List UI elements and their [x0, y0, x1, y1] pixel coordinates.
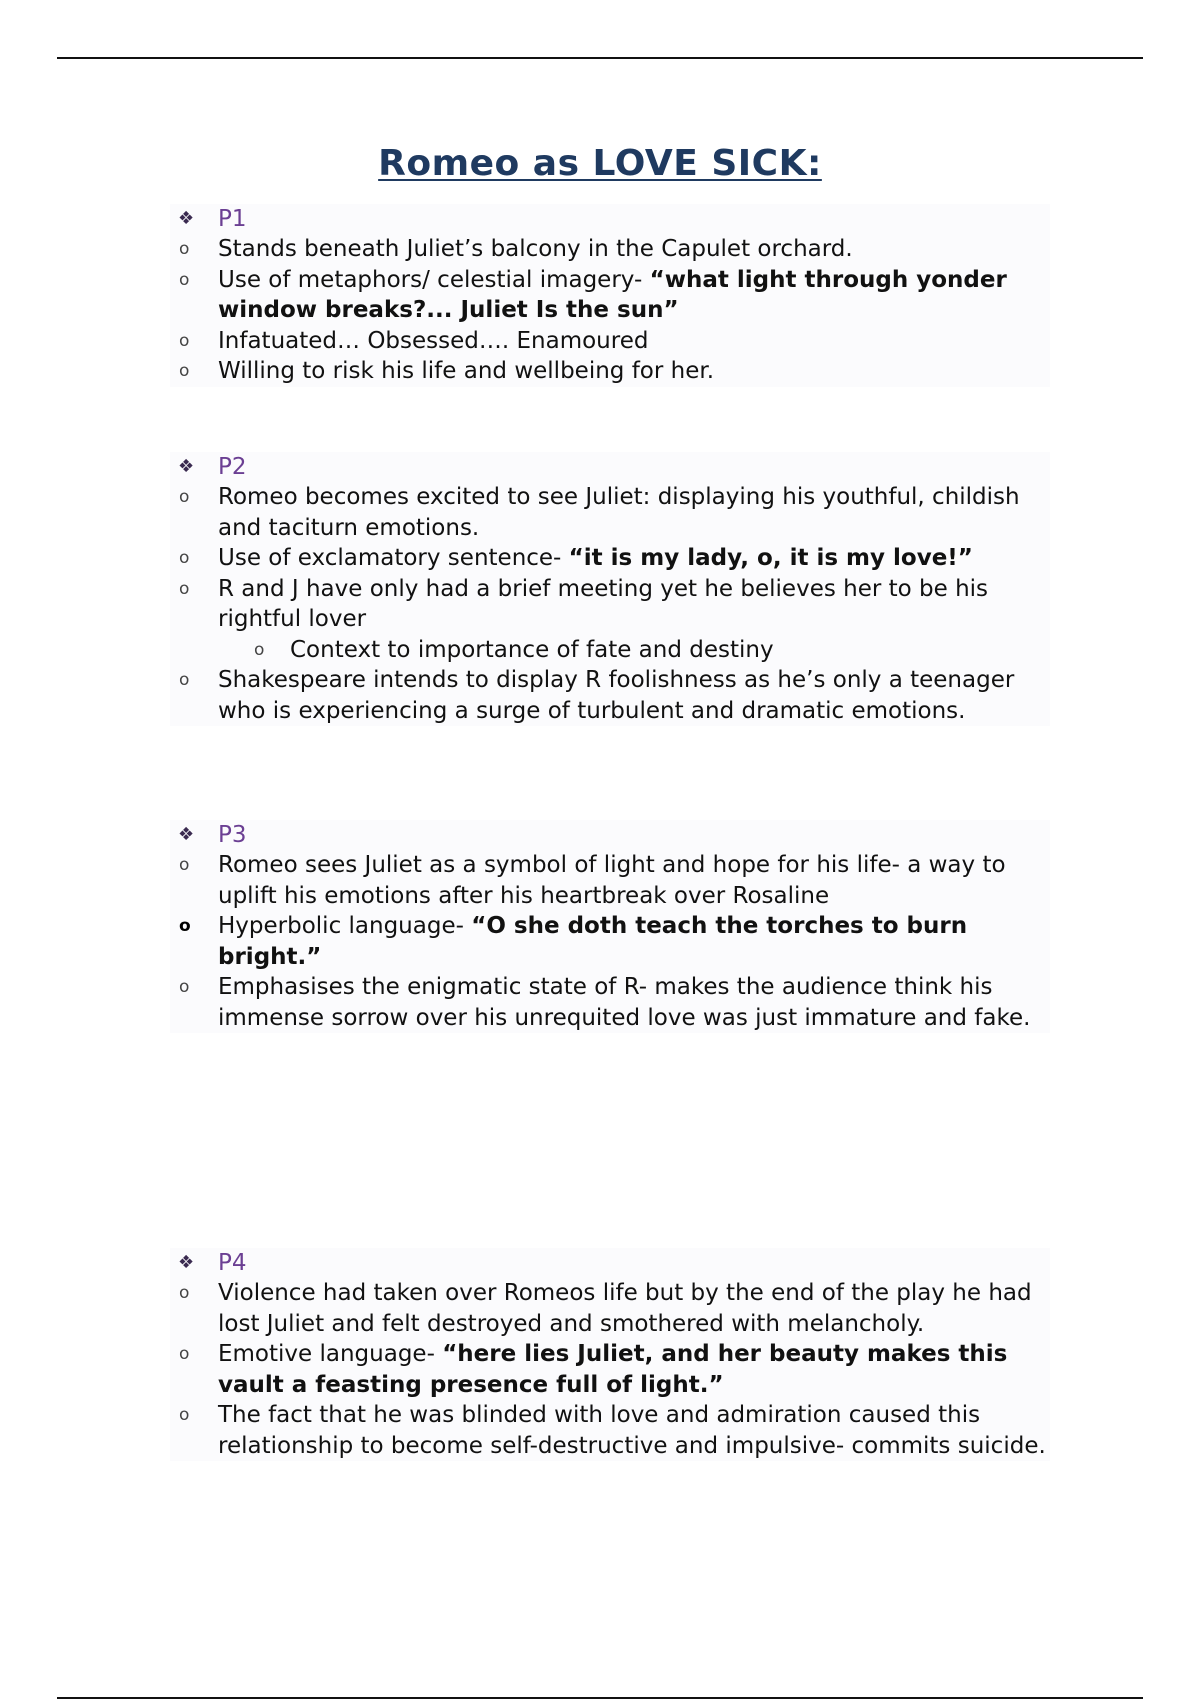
item-text: Violence had taken over Romeos life but by the end of the play he had lost Juliet and felt destroyed and smothered with melancholy.	[218, 1280, 1032, 1337]
hollow-circle-icon: o	[254, 639, 265, 660]
item-text: Emotive language-	[218, 1341, 443, 1367]
item-quote: “O she doth teach the torches to burn bright.”	[218, 913, 968, 970]
list-item	[170, 326, 1050, 357]
hollow-circle-icon: o	[179, 855, 190, 875]
item-text: Infatuated… Obsessed…. Enamoured	[218, 327, 649, 354]
list-item	[170, 543, 1050, 574]
item-text: Romeo sees Juliet as a symbol of light and hope for his life- a way to uplift his emotions after his heartbreak over Rosaline	[218, 852, 1006, 909]
item-text: Stands beneath Juliet’s balcony in the Capulet orchard.	[218, 236, 853, 262]
item-text: Use of exclamatory sentence-	[218, 545, 569, 571]
item-text: Use of metaphors/ celestial imagery-	[218, 266, 650, 293]
four-diamond-icon: ❖	[178, 1252, 195, 1273]
hollow-circle-icon: o	[179, 916, 191, 936]
item-text: Context to importance of fate and destiny	[290, 636, 774, 663]
hollow-circle-icon: o	[179, 1344, 190, 1364]
item-quote: “here lies Juliet, and her beauty makes this vault a feasting presence full of light.”	[218, 1341, 1008, 1398]
hollow-circle-icon: o	[179, 548, 190, 568]
hollow-circle-icon: o	[179, 1283, 190, 1303]
section-heading-label: P2	[218, 454, 247, 480]
item-text: Shakespeare intends to display R foolishness as he’s only a teenager who is experiencing a surge of turbulent and dramatic emotions.	[218, 667, 1015, 724]
section-heading-label: P3	[218, 822, 247, 848]
item-text: Hyperbolic language-	[218, 913, 472, 939]
list-item	[170, 972, 1050, 1033]
section-p1	[170, 204, 1050, 387]
hollow-circle-icon: o	[179, 269, 190, 290]
four-diamond-icon: ❖	[178, 208, 195, 229]
item-text: Romeo becomes excited to see Juliet: displaying his youthful, childish and taciturn emotions.	[218, 484, 1020, 541]
list-item	[170, 850, 1050, 911]
section-heading-label: P4	[218, 1250, 247, 1276]
top-rule	[57, 57, 1143, 59]
four-diamond-icon: ❖	[178, 456, 195, 477]
section-heading-label: P1	[218, 206, 247, 232]
item-text: The fact that he was blinded with love and admiration caused this relationship to become self-destructive and impulsive- commits suicide.	[218, 1402, 1046, 1459]
item-text: R and J have only had a brief meeting yet he believes her to be his rightful lover	[218, 575, 989, 632]
list-item	[170, 1400, 1050, 1461]
section-heading	[170, 1248, 1050, 1278]
hollow-circle-icon: o	[179, 239, 190, 259]
section-heading	[170, 452, 1050, 482]
item-quote: “what light through yonder window breaks?... Juliet Is the sun”	[218, 266, 1007, 323]
list-item	[170, 234, 1050, 265]
list-item	[170, 911, 1050, 972]
hollow-circle-icon: o	[179, 578, 190, 599]
hollow-circle-icon: o	[179, 361, 190, 381]
section-p2	[170, 452, 1050, 726]
list-item	[170, 665, 1050, 726]
hollow-circle-icon: o	[179, 487, 190, 507]
sub-list-item	[170, 635, 1050, 666]
four-diamond-icon: ❖	[178, 824, 195, 845]
list-item	[170, 356, 1050, 387]
item-text: Willing to risk his life and wellbeing for her.	[218, 358, 715, 384]
bottom-rule	[57, 1697, 1143, 1699]
section-p3	[170, 820, 1050, 1033]
section-heading	[170, 820, 1050, 850]
item-text: Emphasises the enigmatic state of R- makes the audience think his immense sorrow over his unrequited love was just immature and fake.	[218, 974, 1031, 1031]
section-heading	[170, 204, 1050, 234]
hollow-circle-icon: o	[179, 330, 190, 351]
hollow-circle-icon: o	[179, 670, 190, 690]
section-p4	[170, 1248, 1050, 1461]
hollow-circle-icon: o	[179, 1405, 190, 1425]
hollow-circle-icon: o	[179, 977, 190, 997]
list-item	[170, 1278, 1050, 1339]
list-item	[170, 482, 1050, 543]
page-title: Romeo as LOVE SICK:	[378, 143, 822, 184]
item-quote: “it is my lady, o, it is my love!”	[568, 545, 973, 571]
list-item	[170, 574, 1050, 635]
list-item	[170, 265, 1050, 326]
list-item	[170, 1339, 1050, 1400]
